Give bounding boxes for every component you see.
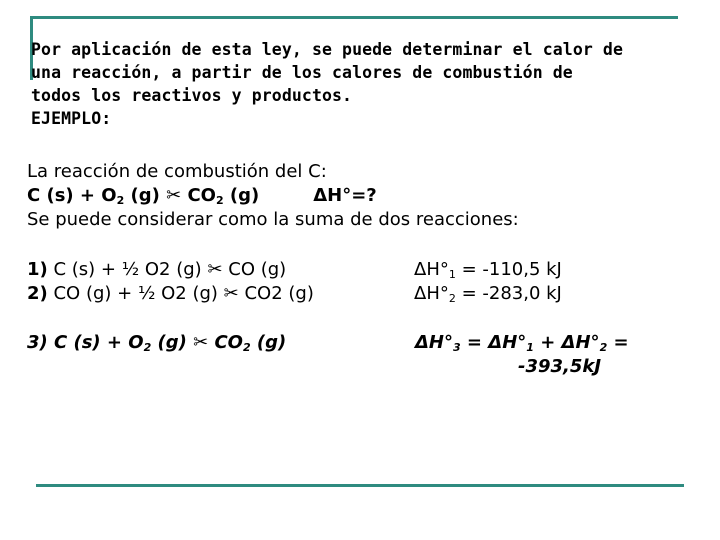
scissors-arrow-icon: ✂ <box>207 259 223 280</box>
result-sub-1: 2 <box>143 341 152 354</box>
enthalpy-symbol: ΔH° <box>414 259 449 280</box>
dh1-symbol: = ΔH° <box>460 332 527 353</box>
intro-heading-ejemplo: EJEMPLO: <box>31 109 112 128</box>
reaction-1-enthalpy <box>414 258 562 282</box>
eq-left: C (s) + O <box>27 185 117 206</box>
eq-sub-1: 2 <box>116 194 125 207</box>
reaction-left: CO (g) + ½ O2 (g) <box>47 283 224 304</box>
dh2-symbol: + ΔH° <box>533 332 600 353</box>
dh1-subscript: 1 <box>526 341 534 354</box>
frame-bottom-line <box>36 484 684 487</box>
equals-sign: = <box>607 332 629 353</box>
reaction-number: 2) <box>27 283 48 304</box>
example-section <box>27 160 707 232</box>
enthalpy-subscript: 2 <box>448 292 456 305</box>
example-line-3: Se puede considerar como la suma de dos reacciones: <box>27 209 519 230</box>
result-left: 3) C (s) + O <box>27 332 144 353</box>
frame-top-line <box>30 16 678 19</box>
enthalpy-symbol: ΔH° <box>414 283 449 304</box>
dh3-symbol: ΔH° <box>415 332 453 353</box>
result-enthalpy-value: -393,5kJ <box>518 356 602 377</box>
enthalpy-question: ΔH°=? <box>313 185 377 206</box>
eq-sub-2: 2 <box>215 194 224 207</box>
reaction-right: CO2 (g) <box>238 283 314 304</box>
example-equation <box>27 184 707 208</box>
reaction-1 <box>27 258 286 282</box>
intro-line-2: una reacción, a partir de los calores de combustión de <box>31 63 573 82</box>
eq-mid: (g) <box>124 185 167 206</box>
eq-end: (g) <box>223 185 260 206</box>
result-enthalpy-sum <box>415 331 629 355</box>
reaction-left: C (s) + ½ O2 (g) <box>47 259 208 280</box>
result-right: CO <box>208 332 243 353</box>
result-end: (g) <box>250 332 287 353</box>
reaction-right: CO (g) <box>222 259 287 280</box>
intro-line-3: todos los reactivos y productos. <box>31 86 353 105</box>
scissors-arrow-icon: ✂ <box>166 185 182 206</box>
result-sub-2: 2 <box>242 341 251 354</box>
reaction-number: 1) <box>27 259 48 280</box>
intro-paragraph <box>31 38 691 130</box>
result-mid: (g) <box>151 332 194 353</box>
example-line-1: La reacción de combustión del C: <box>27 161 327 182</box>
scissors-arrow-icon: ✂ <box>193 332 209 353</box>
enthalpy-value: = -283,0 kJ <box>455 283 562 304</box>
dh2-subscript: 2 <box>599 341 608 354</box>
enthalpy-value: = -110,5 kJ <box>455 259 562 280</box>
dh3-subscript: 3 <box>453 341 461 354</box>
enthalpy-subscript: 1 <box>448 268 456 281</box>
intro-line-1: Por aplicación de esta ley, se puede determinar el calor de <box>31 40 623 59</box>
reaction-3-sum <box>27 331 286 355</box>
reaction-2-enthalpy <box>414 282 562 306</box>
scissors-arrow-icon: ✂ <box>223 283 239 304</box>
eq-right: CO <box>181 185 216 206</box>
reaction-2 <box>27 282 314 306</box>
